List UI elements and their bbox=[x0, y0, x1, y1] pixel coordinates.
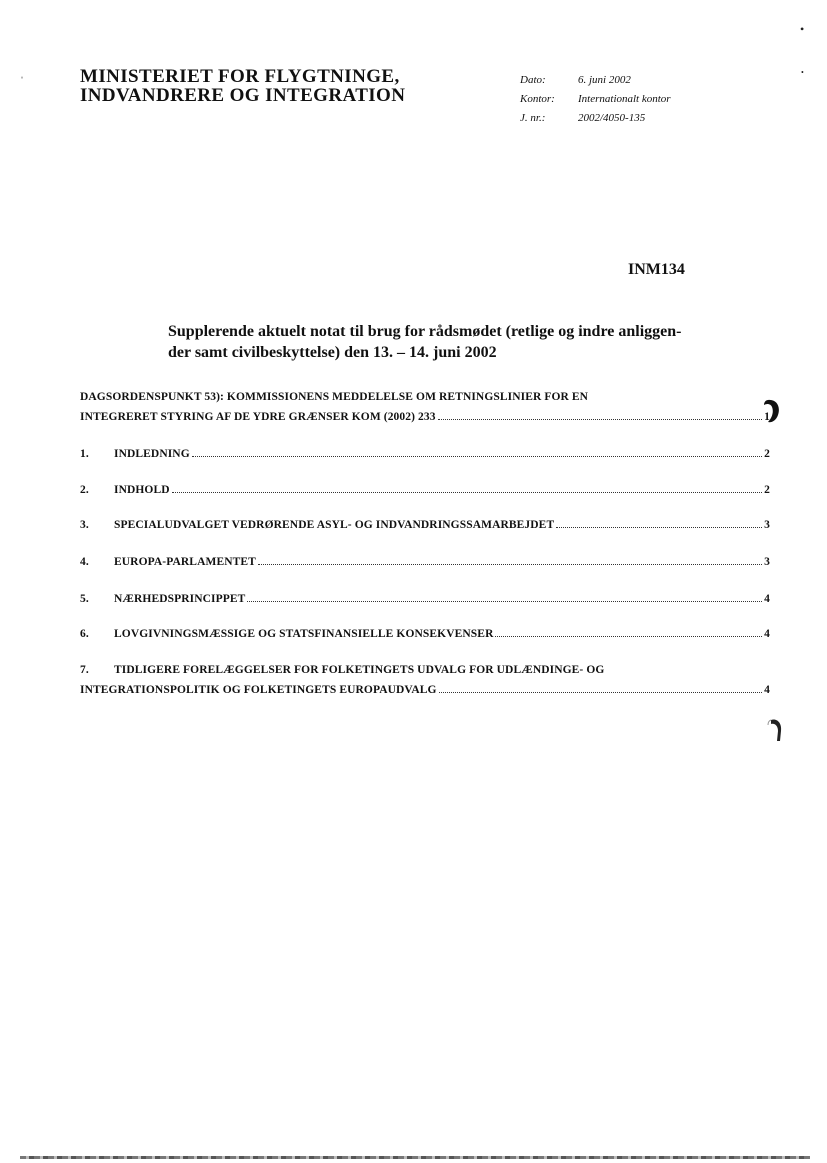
toc-line bbox=[80, 552, 770, 572]
toc-page: 3 bbox=[764, 519, 770, 531]
subject-line1: Supplerende aktuelt notat til brug for rådsmødet (retlige og indre anliggen- bbox=[168, 323, 682, 340]
document-code: INM134 bbox=[628, 261, 685, 278]
ministry-name-line2: INDVANDRERE OG INTEGRATION bbox=[80, 85, 406, 106]
toc-entry-1[interactable] bbox=[80, 444, 770, 464]
toc-title: SPECIALUDVALGET VEDRØRENDE ASYL- OG INDVANDRINGSSAMARBEJDET bbox=[114, 519, 555, 531]
meta-row-journal bbox=[520, 109, 671, 128]
toc-line bbox=[80, 624, 770, 644]
binder-hole-icon bbox=[762, 398, 780, 424]
journal-label: J. nr.: bbox=[520, 112, 546, 124]
toc-number: 6. bbox=[80, 628, 89, 640]
toc-dot-leader bbox=[172, 481, 762, 493]
toc-page: 4 bbox=[764, 628, 770, 640]
document-metadata bbox=[520, 71, 671, 128]
agenda-title-line1: DAGSORDENSPUNKT 53): KOMMISSIONENS MEDDELELSE OM RETNINGSLINIER FOR EN bbox=[80, 391, 589, 403]
toc-number: 1. bbox=[80, 448, 89, 460]
scan-bottom-edge bbox=[20, 1156, 810, 1159]
toc-dot-leader bbox=[258, 553, 762, 565]
toc-page: 4 bbox=[764, 593, 770, 605]
toc-title: LOVGIVNINGSMÆSSIGE OG STATSFINANSIELLE KONSEKVENSER bbox=[114, 628, 494, 640]
toc-dot-leader bbox=[495, 625, 762, 637]
agenda-page: 1 bbox=[764, 411, 770, 423]
toc-title: EUROPA-PARLAMENTET bbox=[114, 556, 256, 568]
toc-entry-6[interactable] bbox=[80, 624, 770, 644]
subject-line2: der samt civilbeskyttelse) den 13. – 14. juni 2002 bbox=[168, 344, 497, 361]
toc-line bbox=[80, 480, 770, 500]
ministry-name-line1: MINISTERIET FOR FLYGTNINGE, bbox=[80, 66, 400, 87]
scan-speck-icon: ˈ bbox=[20, 74, 24, 88]
toc-line bbox=[80, 444, 770, 464]
agenda-line2 bbox=[80, 407, 770, 427]
meta-row-office bbox=[520, 90, 671, 109]
toc-number: 7. bbox=[80, 664, 89, 676]
journal-value: 2002/4050-135 bbox=[578, 112, 646, 124]
toc-number: 2. bbox=[80, 484, 89, 496]
toc-line bbox=[80, 660, 770, 680]
toc-title-line2: INTEGRATIONSPOLITIK OG FOLKETINGETS EUROPAUDVALG bbox=[80, 684, 437, 696]
toc-line bbox=[80, 515, 770, 535]
toc-title: INDHOLD bbox=[114, 484, 170, 496]
agenda-item bbox=[80, 387, 770, 427]
toc-entry-5[interactable] bbox=[80, 589, 770, 609]
toc-dot-leader bbox=[556, 516, 762, 528]
toc-dot-leader bbox=[192, 445, 762, 457]
ministry-name bbox=[80, 67, 405, 105]
toc-dot-leader bbox=[439, 681, 763, 693]
toc-title: NÆRHEDSPRINCIPPET bbox=[114, 593, 246, 605]
toc-page: 2 bbox=[764, 484, 770, 496]
date-value: 6. juni 2002 bbox=[578, 74, 631, 86]
toc-line bbox=[80, 589, 770, 609]
toc-title: TIDLIGERE FORELÆGGELSER FOR FOLKETINGETS UDVALG FOR UDLÆNDINGE- OG bbox=[114, 664, 605, 676]
toc-number: 4. bbox=[80, 556, 89, 568]
toc-entry-7[interactable] bbox=[80, 660, 770, 700]
toc-page: 2 bbox=[764, 448, 770, 460]
toc-page: 3 bbox=[764, 556, 770, 568]
meta-row-date bbox=[520, 71, 671, 90]
binder-hole-icon bbox=[766, 717, 784, 743]
toc-page: 4 bbox=[764, 684, 770, 696]
toc-entry-2[interactable] bbox=[80, 480, 770, 500]
agenda-line1 bbox=[80, 387, 770, 407]
scan-speck-icon: • bbox=[800, 22, 805, 36]
toc-title: INDLEDNING bbox=[114, 448, 190, 460]
office-value: Internationalt kontor bbox=[578, 93, 671, 105]
date-label: Dato: bbox=[520, 74, 546, 86]
toc-dot-leader bbox=[438, 408, 763, 420]
scan-speck-icon: • bbox=[801, 68, 804, 77]
toc-entry-3[interactable] bbox=[80, 515, 770, 535]
toc-number: 3. bbox=[80, 519, 89, 531]
agenda-title-line2: INTEGRERET STYRING AF DE YDRE GRÆNSER KOM (2002) 233 bbox=[80, 411, 436, 423]
toc-dot-leader bbox=[247, 590, 762, 602]
toc-entry-4[interactable] bbox=[80, 552, 770, 572]
office-label: Kontor: bbox=[520, 93, 555, 105]
document-subject bbox=[168, 321, 728, 363]
toc-number: 5. bbox=[80, 593, 89, 605]
toc-line bbox=[80, 680, 770, 700]
